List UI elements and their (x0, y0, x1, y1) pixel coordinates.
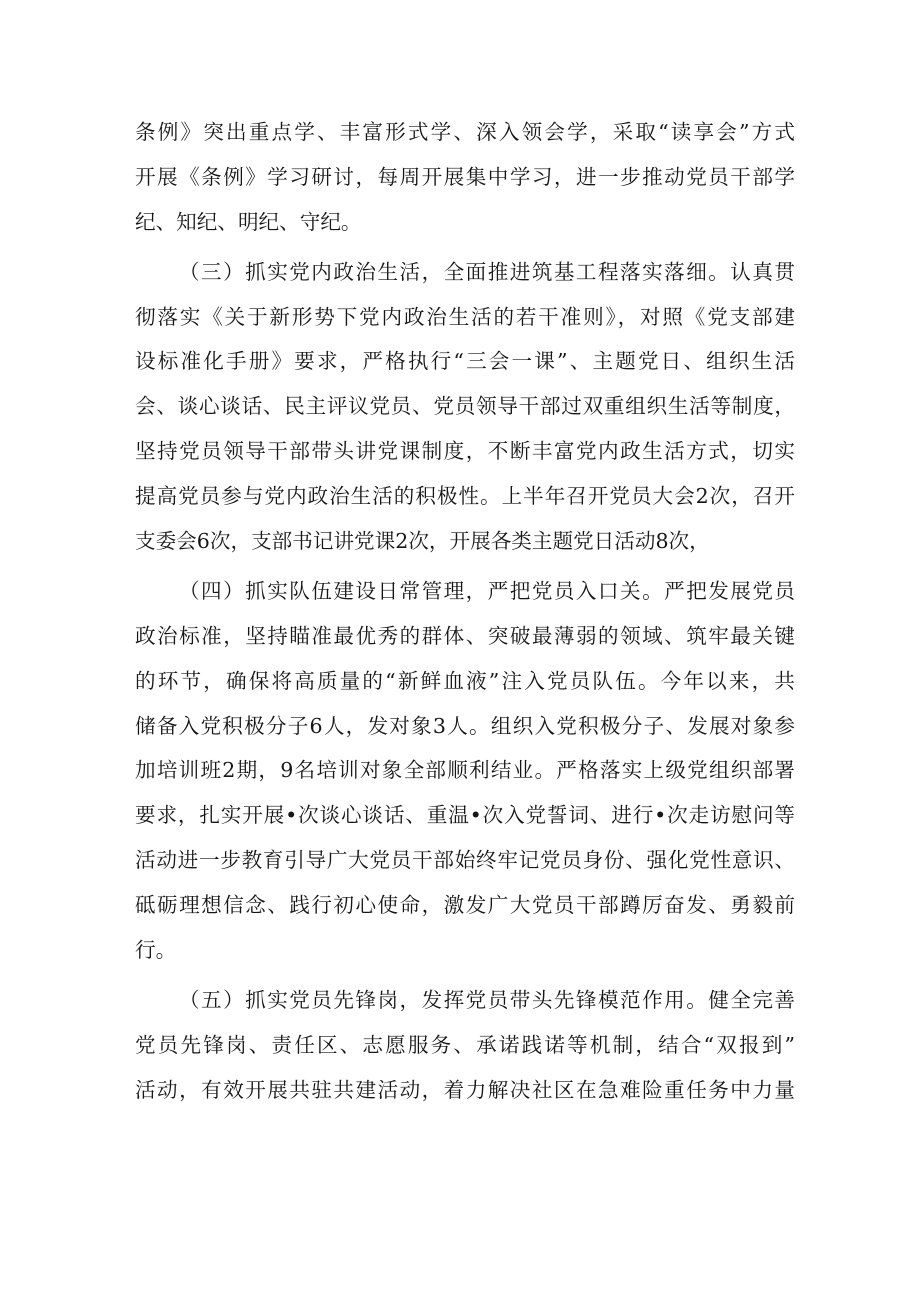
paragraph-continuation (135, 110, 795, 245)
paragraph-section-5 (135, 978, 795, 1113)
text-line: 彻落实《关于新形势下党内政治生活的若干准则》，对照《党支部建 (135, 304, 795, 329)
text-line: 储备入党积极分子6人，发对象3人。组织入党积极分子、发展对象参 (135, 713, 795, 738)
text-line: 加培训班2期，9名培训对象全部顺利结业。严格落实上级党组织部署 (135, 758, 795, 783)
paragraph-section-3 (135, 250, 795, 564)
text-line: 活动，有效开展共驻共建活动，着力解决社区在急难险重任务中力量 (135, 1077, 795, 1102)
paragraph-section-4 (135, 569, 795, 973)
text-line: 行。 (135, 938, 177, 963)
text-line: 会、谈心谈话、民主评议党员、党员领导干部过双重组织生活等制度， (135, 394, 795, 419)
text-line: 条例》突出重点学、丰富形式学、深入领会学，采取“读享会”方式 (135, 120, 795, 144)
text-line: 砥砺理想信念、践行初心使命，激发广大党员干部蹲厉奋发、勇毅前 (135, 893, 795, 918)
text-line: 提高党员参与党内政治生活的积极性。上半年召开党员大会2次，召开 (135, 484, 795, 509)
text-line: （五）抓实党员先锋岗，发挥党员带头先锋模范作用。健全完善 (179, 987, 795, 1012)
text-line: 活动进一步教育引导广大党员干部始终牢记党员身份、强化党性意识、 (135, 848, 795, 873)
text-line: 支委会6次，支部书记讲党课2次，开展各类主题党日活动8次， (135, 529, 710, 554)
text-line: 要求，扎实开展•次谈心谈话、重温•次入党誓词、进行•次走访慰问等 (135, 803, 795, 828)
text-line: 纪、知纪、明纪、守纪。 (135, 209, 362, 234)
text-line: （四）抓实队伍建设日常管理，严把党员入口关。严把发展党员 (179, 578, 795, 603)
text-line: 开展《条例》学习研讨，每周开展集中学习，进一步推动党员干部学 (135, 164, 795, 189)
text-line: 设标准化手册》要求，严格执行“三会一课”、主题党日、组织生活 (135, 349, 795, 374)
text-line: 的环节，确保将高质量的“新鲜血液”注入党员队伍。今年以来，共 (135, 668, 795, 693)
document-body (135, 110, 795, 1113)
text-line: 政治标准，坚持瞄准最优秀的群体、突破最薄弱的领域、筑牢最关键 (135, 623, 795, 648)
text-line: 坚持党员领导干部带头讲党课制度，不断丰富党内政生活方式，切实 (135, 439, 795, 464)
text-line: （三）抓实党内政治生活，全面推进筑基工程落实落细。认真贯 (179, 259, 795, 284)
text-line: 党员先锋岗、责任区、志愿服务、承诺践诺等机制，结合“双报到” (135, 1032, 795, 1057)
